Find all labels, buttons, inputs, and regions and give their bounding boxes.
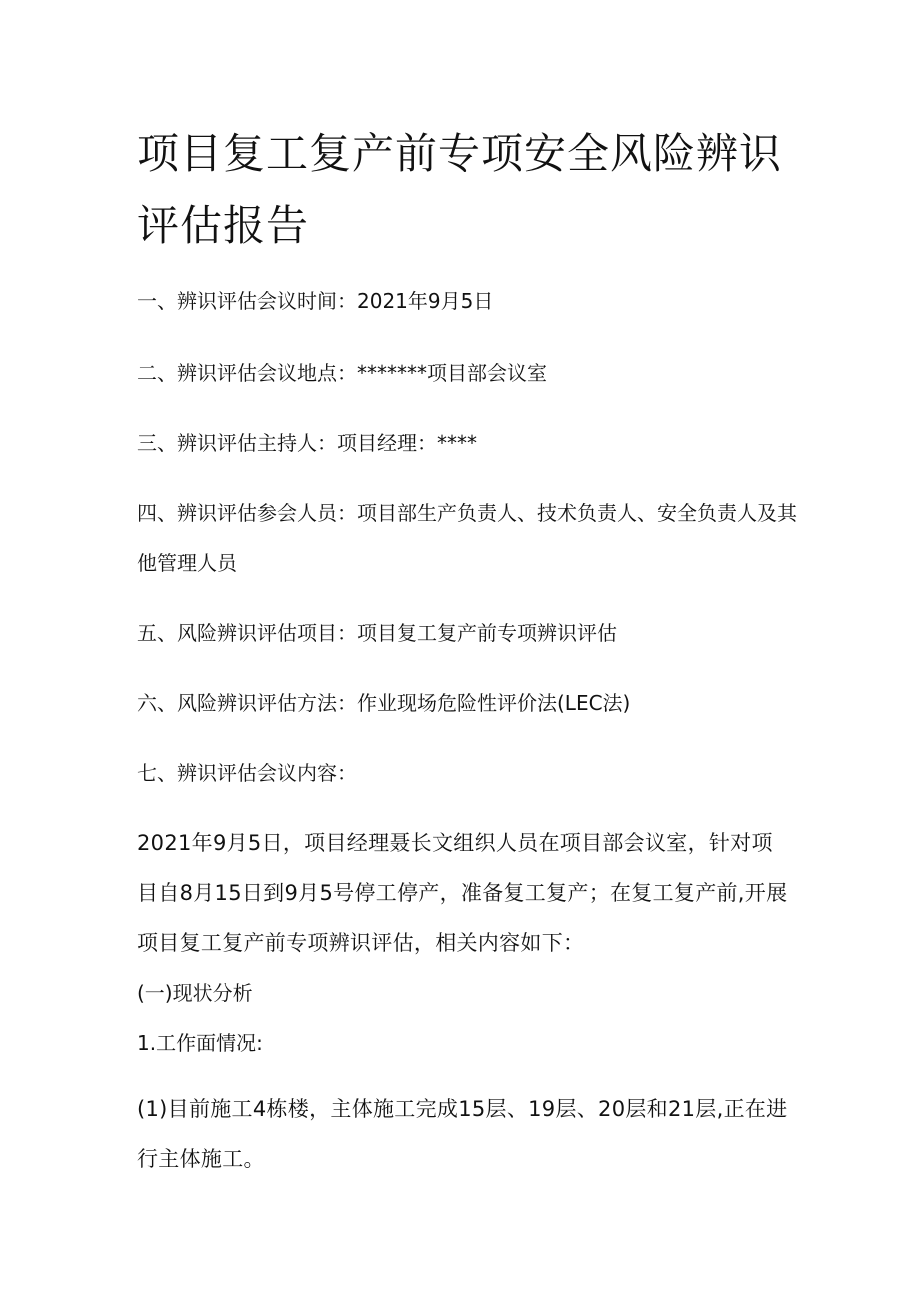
meeting-content-paragraph: 2021年9月5日，项目经理聂长文组织人员在项目部会议室，针对项目自8月15日到9月5号停工停产，准备复工复产；在复工复产前,开展项目复工复产前专项辨识评估，相关内容如下： — [137, 831, 788, 955]
assessment-project: 五、风险辨识评估项目：项目复工复产前专项辨识评估 — [137, 621, 617, 645]
meeting-participants: 四、辨识评估参会人员：项目部生产负责人、技术负责人、安全负责人及其他管理人员 — [137, 501, 797, 575]
meeting-content-heading: 七、辨识评估会议内容： — [137, 761, 357, 785]
section-heading: (一)现状分析 — [137, 981, 253, 1005]
assessment-method: 六、风险辨识评估方法：作业现场危险性评价法(LEC法) — [137, 691, 631, 715]
meeting-host: 三、辨识评估主持人：项目经理：**** — [137, 431, 477, 455]
work-face-paragraph: (1)目前施工4栋楼，主体施工完成15层、19层、20层和21层,正在进行主体施工。 — [137, 1097, 788, 1171]
document-title: 项目复工复产前专项安全风险辨识评估报告 — [137, 129, 783, 250]
subsection-heading: 1.工作面情况: — [137, 1031, 263, 1055]
meeting-location: 二、辨识评估会议地点：*******项目部会议室 — [137, 361, 547, 385]
meeting-time: 一、辨识评估会议时间：2021年9月5日 — [137, 289, 494, 313]
